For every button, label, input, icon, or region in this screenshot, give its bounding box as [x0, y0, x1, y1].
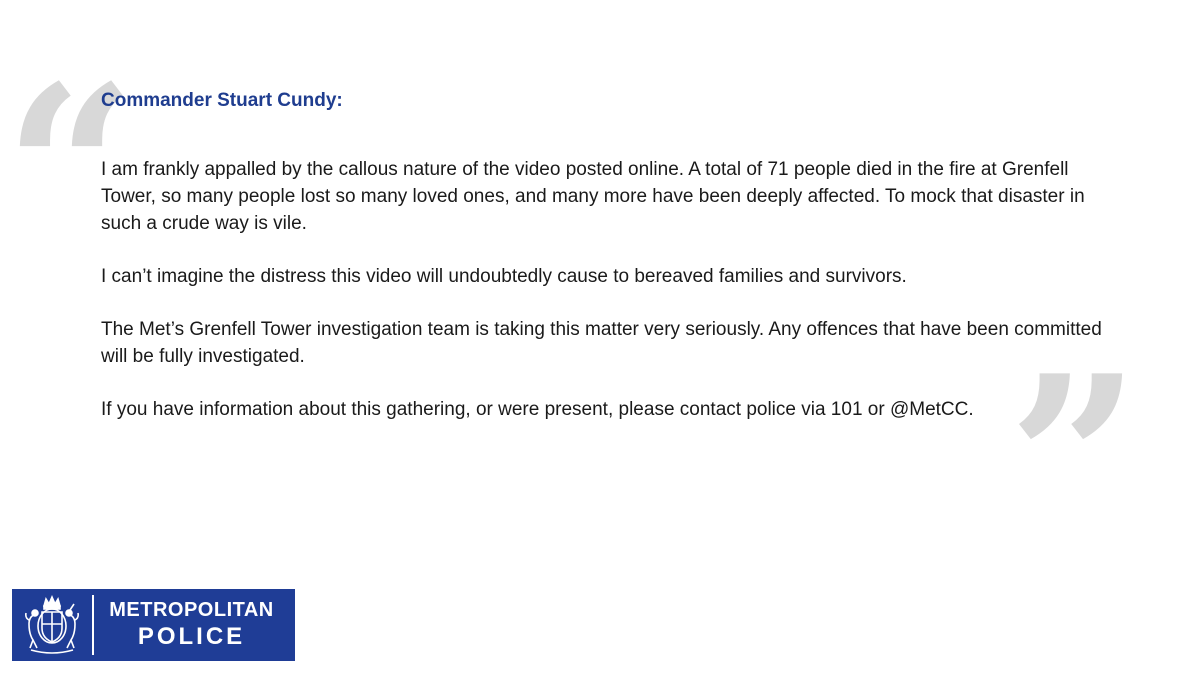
logo-line-metropolitan: METROPOLITAN — [109, 599, 274, 621]
statement-paragraph-4: If you have information about this gathering, or were present, please contact police via 101 or @MetCC. — [101, 399, 974, 420]
metropolitan-police-logo — [12, 589, 295, 661]
statement-paragraph-1: I am frankly appalled by the callous nature of the video posted online. A total of 71 people died in the fire at Grenfell Tower, so many people lost so many loved ones, and many more have been deeply affected. To mock that disaster in such a crude way is vile. — [101, 159, 1085, 234]
statement-body — [101, 88, 1121, 449]
statement-paragraph-2: I can’t imagine the distress this video will undoubtedly cause to bereaved families and survivors. — [101, 266, 907, 287]
logo-line-police: POLICE — [137, 623, 246, 650]
speaker-name: Commander Stuart Cundy: — [101, 90, 343, 111]
opening-quote-mark: “ — [4, 36, 137, 306]
logo-wordmark — [94, 589, 295, 661]
royal-crest-icon — [12, 589, 92, 661]
closing-quote-mark: ” — [1008, 326, 1141, 596]
statement-paragraph-3: The Met’s Grenfell Tower investigation team is taking this matter very seriously. Any offences that have been committed will be fully investigated. — [101, 319, 1102, 367]
